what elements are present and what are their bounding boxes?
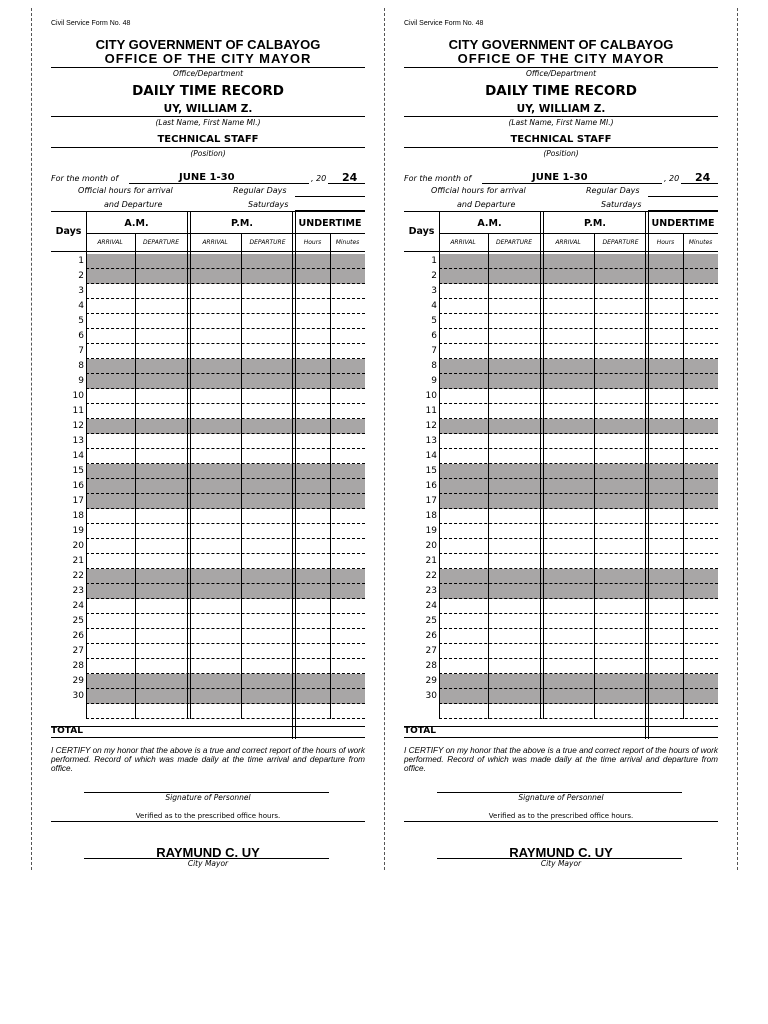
name-underline bbox=[404, 116, 718, 117]
day-number: 12 bbox=[72, 421, 84, 431]
pm-arrival-header: ARRIVAL bbox=[555, 239, 581, 246]
day-number: 6 bbox=[78, 331, 84, 341]
total-top-border bbox=[51, 726, 365, 727]
departure-label: and Departure bbox=[457, 200, 516, 209]
day-row bbox=[439, 569, 718, 584]
day-row bbox=[439, 659, 718, 674]
day-row bbox=[439, 284, 718, 299]
form-code: Civil Service Form No. 48 bbox=[404, 20, 484, 27]
col-line-am-pm bbox=[540, 211, 544, 719]
day-number: 14 bbox=[72, 451, 84, 461]
name-caption: (Last Name, First Name MI.) bbox=[508, 118, 614, 127]
pm-departure-header: DEPARTURE bbox=[602, 239, 639, 246]
day-number: 20 bbox=[425, 541, 437, 551]
day-row bbox=[86, 569, 365, 584]
day-row bbox=[86, 524, 365, 539]
col-line-am-pm bbox=[187, 211, 191, 719]
day-row bbox=[86, 494, 365, 509]
city-government: CITY GOVERNMENT OF CALBAYOG bbox=[448, 37, 674, 52]
minutes-header: Minutes bbox=[688, 239, 713, 246]
day-row bbox=[439, 299, 718, 314]
cut-line-right bbox=[737, 8, 738, 870]
col-line-pm-undertime bbox=[645, 211, 649, 739]
day-row bbox=[439, 689, 718, 704]
day-row bbox=[86, 374, 365, 389]
day-row bbox=[86, 329, 365, 344]
day-number: 10 bbox=[425, 391, 437, 401]
position-value: TECHNICAL STAFF bbox=[157, 134, 259, 145]
personnel-signature-caption: Signature of Personnel bbox=[518, 793, 604, 802]
time-record-table bbox=[51, 211, 365, 739]
day-number: 26 bbox=[425, 631, 437, 641]
day-number: 7 bbox=[78, 346, 84, 356]
cut-line-middle bbox=[384, 8, 385, 870]
day-number: 23 bbox=[72, 586, 84, 596]
day-number: 30 bbox=[425, 691, 437, 701]
day-row bbox=[439, 254, 718, 269]
hours-header: Hours bbox=[303, 239, 322, 246]
day-number: 4 bbox=[78, 301, 84, 311]
time-record-table bbox=[404, 211, 718, 739]
regular-days-line bbox=[648, 196, 718, 197]
day-row bbox=[439, 644, 718, 659]
day-row bbox=[439, 479, 718, 494]
day-number: 11 bbox=[425, 406, 437, 416]
month-underline bbox=[129, 183, 309, 184]
day-row bbox=[86, 284, 365, 299]
table-bottom-border bbox=[404, 737, 718, 738]
day-row bbox=[439, 329, 718, 344]
saturdays-label: Saturdays bbox=[248, 200, 289, 209]
total-top-border bbox=[404, 726, 718, 727]
office-caption: Office/Department bbox=[172, 69, 244, 78]
col-line-days bbox=[86, 211, 87, 719]
day-number: 12 bbox=[425, 421, 437, 431]
regular-days-line bbox=[295, 196, 365, 197]
office-underline bbox=[51, 67, 365, 68]
day-row bbox=[86, 254, 365, 269]
day-row bbox=[439, 509, 718, 524]
dtr-title: DAILY TIME RECORD bbox=[485, 83, 637, 99]
hours-header: Hours bbox=[656, 239, 675, 246]
day-row bbox=[86, 389, 365, 404]
day-row bbox=[86, 554, 365, 569]
day-row bbox=[86, 614, 365, 629]
day-number: 21 bbox=[72, 556, 84, 566]
day-number: 8 bbox=[431, 361, 437, 371]
position-value: TECHNICAL STAFF bbox=[510, 134, 612, 145]
day-number: 30 bbox=[72, 691, 84, 701]
dtr-form-right bbox=[404, 0, 718, 880]
dtr-form-left bbox=[51, 0, 365, 880]
subheader-divider bbox=[404, 251, 718, 252]
day-row bbox=[439, 434, 718, 449]
am-header: A.M. bbox=[477, 218, 502, 229]
office-caption: Office/Department bbox=[525, 69, 597, 78]
day-number: 6 bbox=[431, 331, 437, 341]
day-row bbox=[86, 509, 365, 524]
day-number: 17 bbox=[425, 496, 437, 506]
official-hours-label: Official hours for arrival bbox=[431, 186, 526, 195]
day-number: 11 bbox=[72, 406, 84, 416]
day-number: 18 bbox=[72, 511, 84, 521]
day-row bbox=[439, 674, 718, 689]
year-comma: , bbox=[311, 174, 314, 183]
col-line-am-mid bbox=[135, 233, 136, 719]
day-row bbox=[439, 584, 718, 599]
table-bottom-border bbox=[51, 737, 365, 738]
cut-line-left bbox=[31, 8, 32, 870]
day-number: 21 bbox=[425, 556, 437, 566]
day-number: 29 bbox=[425, 676, 437, 686]
undertime-header: UNDERTIME bbox=[651, 218, 715, 229]
day-number: 3 bbox=[78, 286, 84, 296]
col-line-undertime-mid bbox=[683, 233, 684, 719]
certification-text: I CERTIFY on my honor that the above is a true and correct report of the hours of work performed. Record of which was made daily at the time arrival and departure from office. bbox=[404, 746, 718, 773]
am-departure-header: DEPARTURE bbox=[142, 239, 180, 246]
verified-text: Verified as to the prescribed office hours. bbox=[488, 812, 634, 820]
office-name: OFFICE OF THE CITY MAYOR bbox=[104, 51, 312, 66]
personnel-signature-caption: Signature of Personnel bbox=[165, 793, 251, 802]
day-number: 7 bbox=[431, 346, 437, 356]
day-number: 16 bbox=[72, 481, 84, 491]
name-underline bbox=[51, 116, 365, 117]
days-header: Days bbox=[55, 226, 82, 237]
verified-underline bbox=[51, 821, 365, 822]
official-hours-label: Official hours for arrival bbox=[78, 186, 173, 195]
day-number: 27 bbox=[72, 646, 84, 656]
pm-arrival-header: ARRIVAL bbox=[202, 239, 228, 246]
total-label: TOTAL bbox=[51, 726, 83, 736]
day-row bbox=[86, 599, 365, 614]
header-divider bbox=[86, 233, 365, 234]
year-underline bbox=[328, 183, 365, 184]
day-row bbox=[439, 449, 718, 464]
day-row bbox=[86, 449, 365, 464]
day-number: 2 bbox=[78, 271, 84, 281]
col-line-undertime-mid bbox=[330, 233, 331, 719]
day-row bbox=[86, 644, 365, 659]
office-name: OFFICE OF THE CITY MAYOR bbox=[457, 51, 665, 66]
day-number: 17 bbox=[72, 496, 84, 506]
day-row bbox=[439, 404, 718, 419]
day-row bbox=[86, 464, 365, 479]
day-number: 28 bbox=[425, 661, 437, 671]
day-number: 13 bbox=[72, 436, 84, 446]
day-row bbox=[86, 434, 365, 449]
col-line-days bbox=[439, 211, 440, 719]
position-caption: (Position) bbox=[190, 149, 226, 158]
day-row bbox=[86, 359, 365, 374]
saturdays-label: Saturdays bbox=[601, 200, 642, 209]
regular-days-label: Regular Days bbox=[586, 186, 640, 195]
pm-departure-header: DEPARTURE bbox=[249, 239, 286, 246]
day-row bbox=[86, 269, 365, 284]
day-number: 19 bbox=[72, 526, 84, 536]
day-row bbox=[86, 344, 365, 359]
day-number: 3 bbox=[431, 286, 437, 296]
am-arrival-header: ARRIVAL bbox=[97, 239, 123, 246]
year-underline bbox=[681, 183, 718, 184]
row-divider bbox=[439, 718, 718, 719]
year-value: 24 bbox=[342, 171, 358, 184]
minutes-header: Minutes bbox=[335, 239, 360, 246]
day-number: 26 bbox=[72, 631, 84, 641]
day-number: 14 bbox=[425, 451, 437, 461]
day-row bbox=[439, 374, 718, 389]
day-number: 29 bbox=[72, 676, 84, 686]
day-number: 23 bbox=[425, 586, 437, 596]
day-number: 16 bbox=[425, 481, 437, 491]
month-value: JUNE 1-30 bbox=[532, 172, 588, 183]
col-line-pm-mid bbox=[241, 233, 242, 719]
day-row bbox=[439, 629, 718, 644]
verified-underline bbox=[404, 821, 718, 822]
day-row bbox=[439, 344, 718, 359]
day-number: 5 bbox=[78, 316, 84, 326]
day-number: 13 bbox=[425, 436, 437, 446]
day-row bbox=[439, 314, 718, 329]
day-row bbox=[439, 419, 718, 434]
month-label: For the month of bbox=[51, 174, 119, 183]
regular-days-label: Regular Days bbox=[233, 186, 287, 195]
day-row bbox=[439, 614, 718, 629]
blank-row bbox=[86, 704, 365, 719]
day-row bbox=[439, 359, 718, 374]
day-number: 15 bbox=[425, 466, 437, 476]
day-row bbox=[86, 314, 365, 329]
day-row bbox=[439, 464, 718, 479]
pm-header: P.M. bbox=[584, 218, 606, 229]
month-underline bbox=[482, 183, 662, 184]
day-row bbox=[86, 479, 365, 494]
mayor-name: RAYMUND C. UY bbox=[509, 845, 613, 860]
position-underline bbox=[404, 147, 718, 148]
certification-text: I CERTIFY on my honor that the above is a true and correct report of the hours of work performed. Record of which was made daily at the time arrival and departure from office. bbox=[51, 746, 365, 773]
day-row bbox=[439, 389, 718, 404]
pm-header: P.M. bbox=[231, 218, 253, 229]
city-government: CITY GOVERNMENT OF CALBAYOG bbox=[95, 37, 321, 52]
day-number: 22 bbox=[425, 571, 437, 581]
subheader-divider bbox=[51, 251, 365, 252]
day-row bbox=[439, 554, 718, 569]
verified-text: Verified as to the prescribed office hours. bbox=[135, 812, 281, 820]
day-row bbox=[439, 524, 718, 539]
day-number: 24 bbox=[425, 601, 437, 611]
month-value: JUNE 1-30 bbox=[179, 172, 235, 183]
day-row bbox=[439, 494, 718, 509]
day-number: 28 bbox=[72, 661, 84, 671]
departure-label: and Departure bbox=[104, 200, 163, 209]
mayor-name: RAYMUND C. UY bbox=[156, 845, 260, 860]
day-number: 2 bbox=[431, 271, 437, 281]
day-number: 27 bbox=[425, 646, 437, 656]
dtr-title: DAILY TIME RECORD bbox=[132, 83, 284, 99]
day-row bbox=[86, 689, 365, 704]
day-number: 9 bbox=[78, 376, 84, 386]
day-number: 25 bbox=[72, 616, 84, 626]
day-row bbox=[439, 269, 718, 284]
day-number: 8 bbox=[78, 361, 84, 371]
day-number: 25 bbox=[425, 616, 437, 626]
year-comma: , bbox=[664, 174, 667, 183]
employee-name: UY, WILLIAM Z. bbox=[516, 103, 606, 115]
position-caption: (Position) bbox=[543, 149, 579, 158]
col-line-pm-mid bbox=[594, 233, 595, 719]
col-line-am-mid bbox=[488, 233, 489, 719]
am-arrival-header: ARRIVAL bbox=[450, 239, 476, 246]
day-row bbox=[86, 659, 365, 674]
day-number: 20 bbox=[72, 541, 84, 551]
day-row bbox=[86, 404, 365, 419]
header-divider bbox=[439, 233, 718, 234]
office-underline bbox=[404, 67, 718, 68]
form-code: Civil Service Form No. 48 bbox=[51, 20, 131, 27]
day-number: 22 bbox=[72, 571, 84, 581]
day-number: 9 bbox=[431, 376, 437, 386]
day-row bbox=[439, 539, 718, 554]
table-top-border bbox=[51, 211, 365, 212]
name-caption: (Last Name, First Name MI.) bbox=[155, 118, 261, 127]
mayor-title: City Mayor bbox=[187, 859, 229, 868]
row-divider bbox=[86, 718, 365, 719]
blank-row bbox=[439, 704, 718, 719]
day-row bbox=[86, 584, 365, 599]
day-row bbox=[86, 419, 365, 434]
day-number: 19 bbox=[425, 526, 437, 536]
table-top-border bbox=[404, 211, 718, 212]
day-number: 10 bbox=[72, 391, 84, 401]
employee-name: UY, WILLIAM Z. bbox=[163, 103, 253, 115]
day-number: 5 bbox=[431, 316, 437, 326]
day-number: 4 bbox=[431, 301, 437, 311]
year-prefix: 20 bbox=[669, 174, 680, 183]
position-underline bbox=[51, 147, 365, 148]
month-label: For the month of bbox=[404, 174, 472, 183]
day-row bbox=[86, 674, 365, 689]
mayor-title: City Mayor bbox=[540, 859, 582, 868]
day-number: 18 bbox=[425, 511, 437, 521]
day-number: 1 bbox=[78, 256, 84, 266]
day-row bbox=[86, 629, 365, 644]
day-number: 15 bbox=[72, 466, 84, 476]
undertime-header: UNDERTIME bbox=[298, 218, 362, 229]
days-header: Days bbox=[408, 226, 435, 237]
year-value: 24 bbox=[695, 171, 711, 184]
day-number: 1 bbox=[431, 256, 437, 266]
year-prefix: 20 bbox=[316, 174, 327, 183]
day-number: 24 bbox=[72, 601, 84, 611]
am-departure-header: DEPARTURE bbox=[495, 239, 533, 246]
day-row bbox=[86, 539, 365, 554]
total-label: TOTAL bbox=[404, 726, 436, 736]
day-row bbox=[439, 599, 718, 614]
col-line-pm-undertime bbox=[292, 211, 296, 739]
day-row bbox=[86, 299, 365, 314]
am-header: A.M. bbox=[124, 218, 149, 229]
